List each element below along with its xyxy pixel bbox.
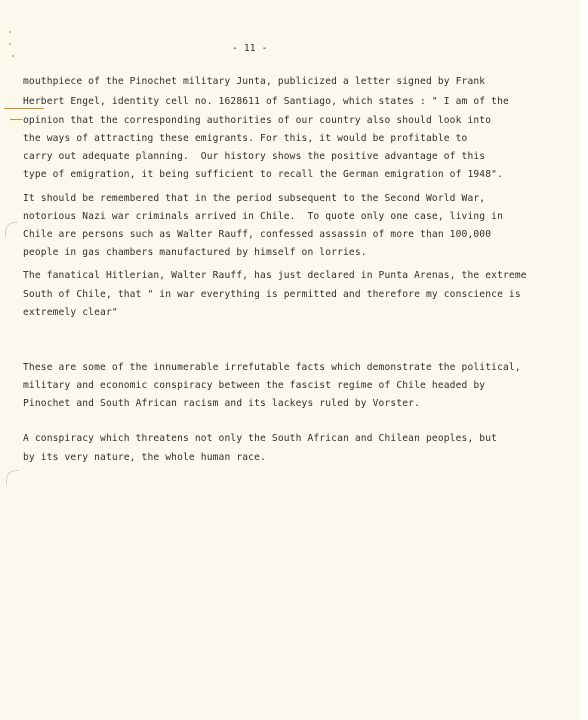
margin-tick-mark	[9, 31, 11, 33]
margin-annotation-line	[10, 119, 22, 120]
page-edge-mark	[5, 222, 18, 237]
text-line: opinion that the corresponding authorities of our country also should look into	[23, 115, 492, 126]
text-line: extremely clear"	[23, 307, 118, 318]
text-line: military and economic conspiracy between the fascist regime of Chile headed by	[23, 380, 486, 391]
text-line: Pinochet and South African racism and its lackeys ruled by Vorster.	[23, 398, 421, 409]
margin-tick-mark	[9, 43, 11, 45]
text-line: It should be remembered that in the period subsequent to the Second World War,	[23, 193, 486, 204]
margin-tick-mark	[12, 55, 14, 57]
text-line: people in gas chambers manufactured by himself on lorries.	[23, 247, 367, 258]
page-number: - 11 -	[232, 43, 268, 54]
text-line: Chile are persons such as Walter Rauff, confessed assassin of more than 100,000	[23, 229, 492, 240]
text-line: These are some of the innumerable irrefutable facts which demonstrate the political,	[23, 362, 521, 373]
text-line: A conspiracy which threatens not only the South African and Chilean peoples, but	[23, 433, 498, 444]
text-line: the ways of attracting these emigrants. For this, it would be profitable to	[23, 133, 468, 144]
text-line: type of emigration, it being sufficient to recall the German emigration of 1948".	[23, 169, 503, 180]
text-line: carry out adequate planning. Our history shows the positive advantage of this	[23, 151, 486, 162]
text-line: by its very nature, the whole human race.	[23, 452, 266, 463]
text-line: notorious Nazi war criminals arrived in Chile. To quote only one case, living in	[23, 211, 503, 222]
margin-annotation-line	[4, 108, 44, 109]
text-line: The fanatical Hitlerian, Walter Rauff, has just declared in Punta Arenas, the extreme	[23, 270, 527, 281]
text-line: South of Chile, that " in war everything is permitted and therefore my conscience is	[23, 289, 521, 300]
page-edge-mark	[6, 470, 19, 485]
text-line: mouthpiece of the Pinochet military Junta, publicized a letter signed by Frank	[23, 76, 486, 87]
text-line: Herbert Engel, identity cell no. 1628611 of Santiago, which states : " I am of the	[23, 96, 509, 107]
